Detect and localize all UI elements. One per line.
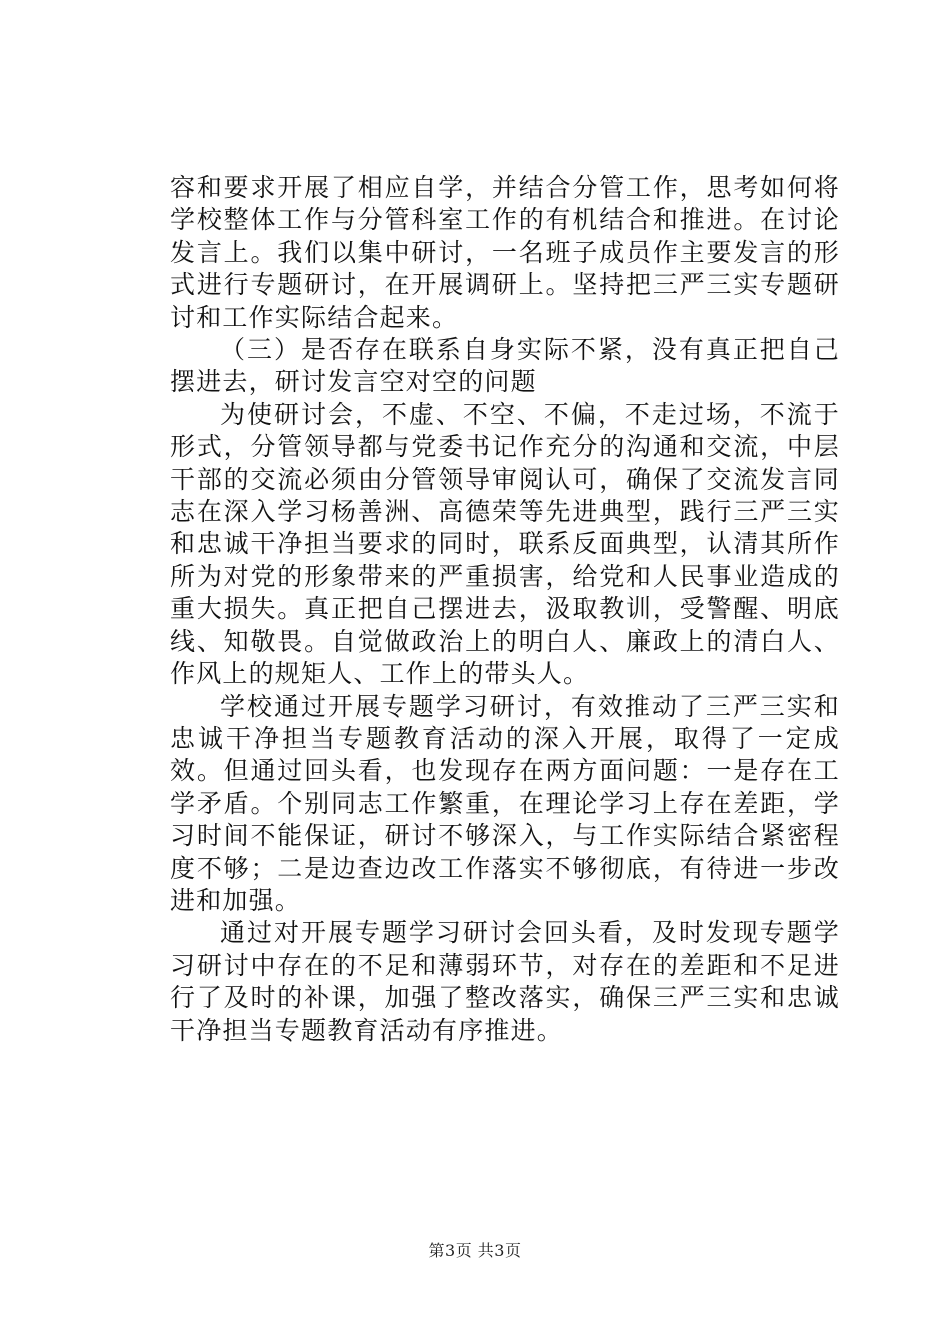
document-body xyxy=(170,172,840,1047)
paragraph-3: 为使研讨会，不虚、不空、不偏，不走过场，不流于形式，分管领导都与党委书记作充分的沟通和交流，中层干部的交流必须由分管领导审阅认可，确保了交流发言同志在深入学习杨善洲、高德荣等先进典型，践行三严三实和忠诚干净担当要求的同时，联系反面典型，认清其所作所为对党的形象带来的严重损害，给党和人民事业造成的重大损失。真正把自己摆进去，汲取教训，受警醒、明底线、知敬畏。自觉做政治上的明白人、廉政上的清白人、作风上的规矩人、工作上的带头人。 xyxy=(170,399,840,689)
paragraph-4: 学校通过开展专题学习研讨，有效推动了三严三实和忠诚干净担当专题教育活动的深入开展，取得了一定成效。但通过回头看，也发现存在两方面问题：一是存在工学矛盾。个别同志工作繁重，在理论学习上存在差距，学习时间不能保证，研讨不够深入，与工作实际结合紧密程度不够；二是边查边改工作落实不够彻底，有待进一步改进和加强。 xyxy=(170,691,840,915)
paragraph-5: 通过对开展专题学习研讨会回头看，及时发现专题学习研讨中存在的不足和薄弱环节，对存在的差距和不足进行了及时的补课，加强了整改落实，确保三严三实和忠诚干净担当专题教育活动有序推进。 xyxy=(170,918,840,1045)
paragraph-1: 容和要求开展了相应自学，并结合分管工作，思考如何将学校整体工作与分管科室工作的有机结合和推进。在讨论发言上。我们以集中研讨，一名班子成员作主要发言的形式进行专题研讨，在开展调研上。坚持把三严三实专题研讨和工作实际结合起来。 xyxy=(170,173,840,332)
paragraph-2-heading: （三）是否存在联系自身实际不紧，没有真正把自己摆进去，研讨发言空对空的问题 xyxy=(170,335,840,397)
page-footer: 第3页 共3页 xyxy=(428,1241,522,1260)
